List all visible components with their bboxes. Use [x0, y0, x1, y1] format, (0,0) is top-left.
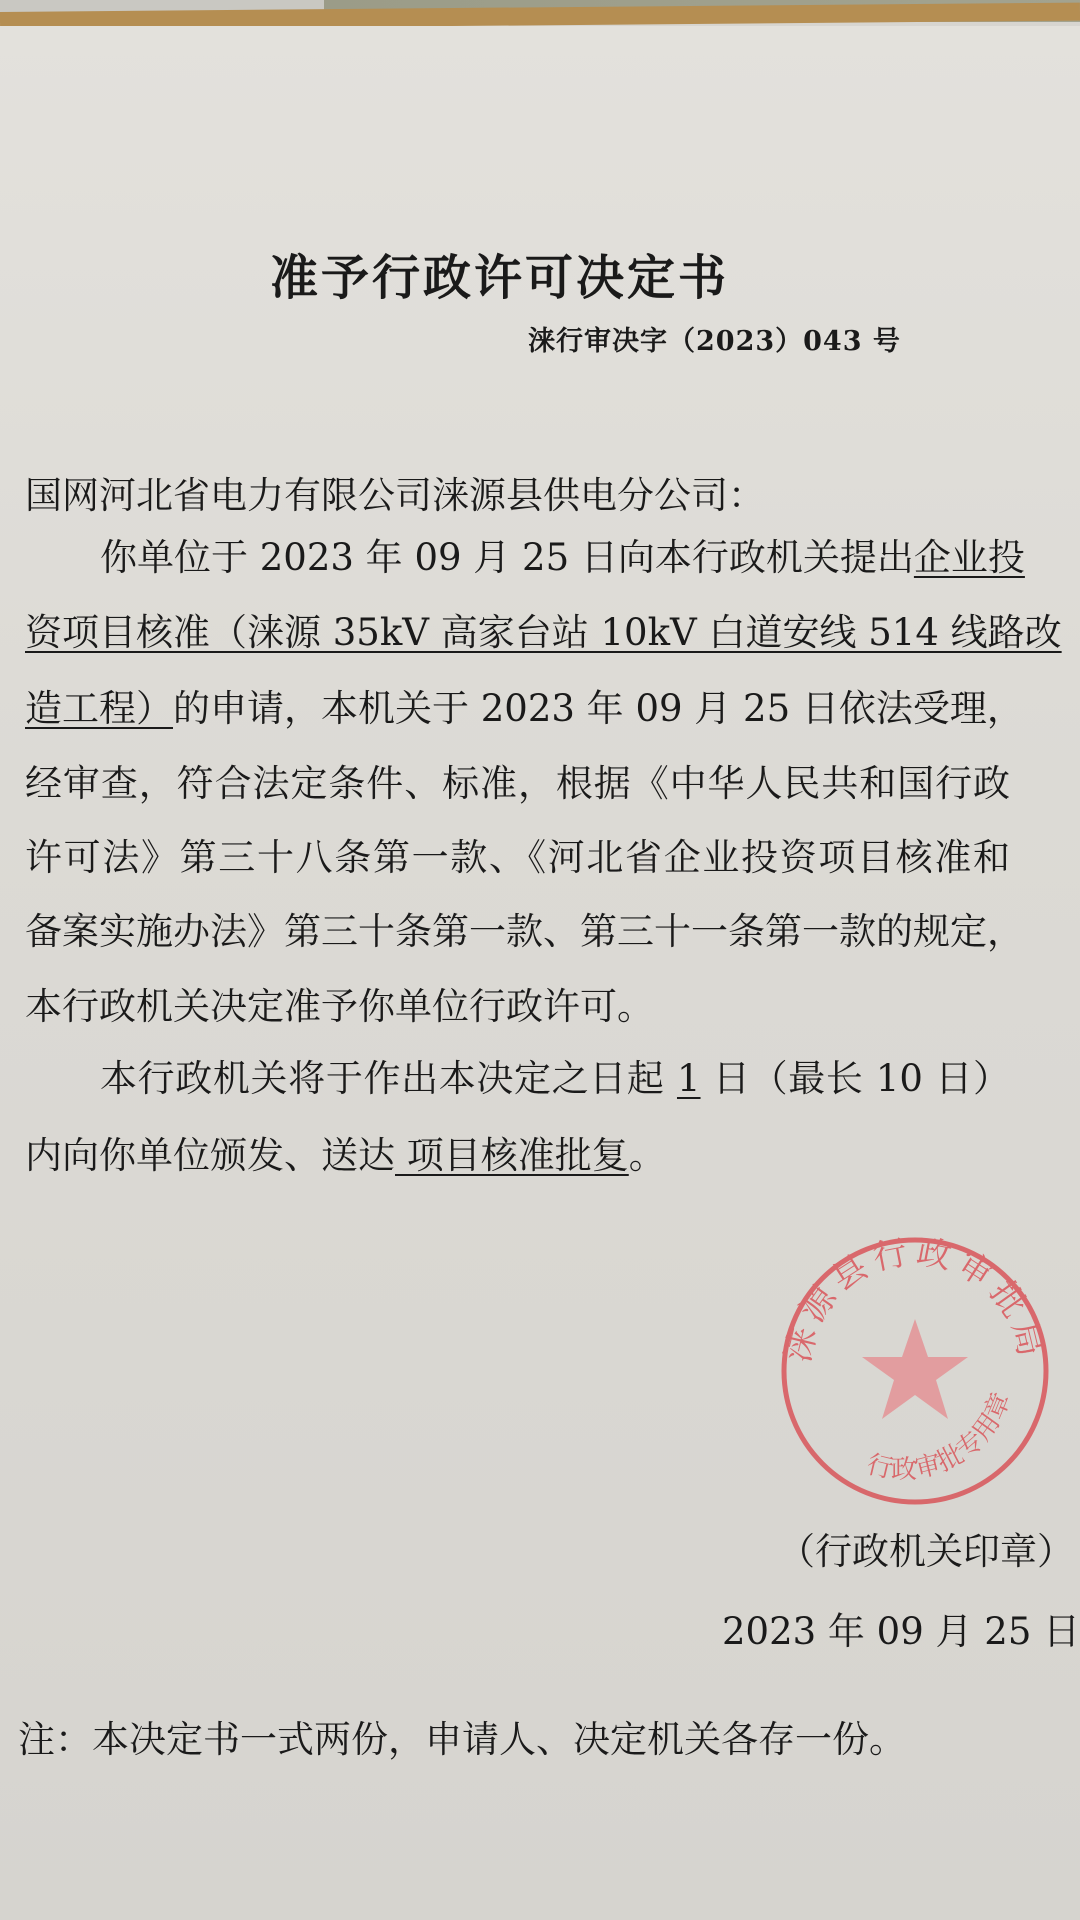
- text: 。: [628, 1134, 666, 1177]
- body-line: 许可法》第三十八条第一款、《河北省企业投资项目核准和: [25, 836, 1010, 879]
- addressee: 国网河北省电力有限公司涞源县供电分公司：: [25, 474, 765, 517]
- seal-inner-text: 行政审批专用章: [863, 1388, 1018, 1486]
- underlined-text: 企业投: [913, 536, 1025, 579]
- body-line: 备案实施办法》第三十条第一款、第三十一条第一款的规定，: [25, 910, 1024, 953]
- body-line: 本行政机关决定准予你单位行政许可。: [25, 985, 654, 1028]
- seal-outer-text: 涞源县行政审批局: [778, 1231, 1052, 1366]
- text: 你单位于 2023 年 09 月 25 日向本行政机关提出: [100, 536, 914, 579]
- body-line: 经审查，符合法定条件、标准，根据《中华人民共和国行政: [25, 762, 1010, 805]
- text: 本行政机关将于作出本决定之日起: [100, 1057, 665, 1100]
- issue-date: 2023 年 09 月 25 日: [722, 1610, 1080, 1653]
- body-line: [25, 1134, 1010, 1178]
- underlined-text: 项目核准批复: [395, 1134, 629, 1177]
- star-icon: [862, 1319, 968, 1419]
- body-line: [25, 1057, 1010, 1101]
- body-line: [25, 536, 1025, 580]
- document-number: 涞行审决字（2023）043 号: [528, 326, 901, 357]
- text: 的申请，本机关于 2023 年 09 月 25 日依法受理，: [173, 687, 1024, 730]
- underlined-text: 造工程）: [25, 687, 173, 730]
- footnote: 注：本决定书一式两份，申请人、决定机关各存一份。: [18, 1718, 906, 1761]
- text: 内向你单位颁发、送达: [25, 1134, 395, 1177]
- seal-label: （行政机关印章）: [778, 1530, 1074, 1573]
- text: 日（最长 10 日）: [712, 1057, 1011, 1100]
- body-line: [25, 687, 1024, 731]
- underlined-text: 1: [676, 1057, 701, 1100]
- document-title: 准予行政许可决定书: [270, 250, 730, 306]
- body-line: 资项目核准（涞源 35kV 高家台站 10kV 白道安线 514 线路改: [25, 611, 1062, 654]
- official-seal: [770, 1226, 1060, 1516]
